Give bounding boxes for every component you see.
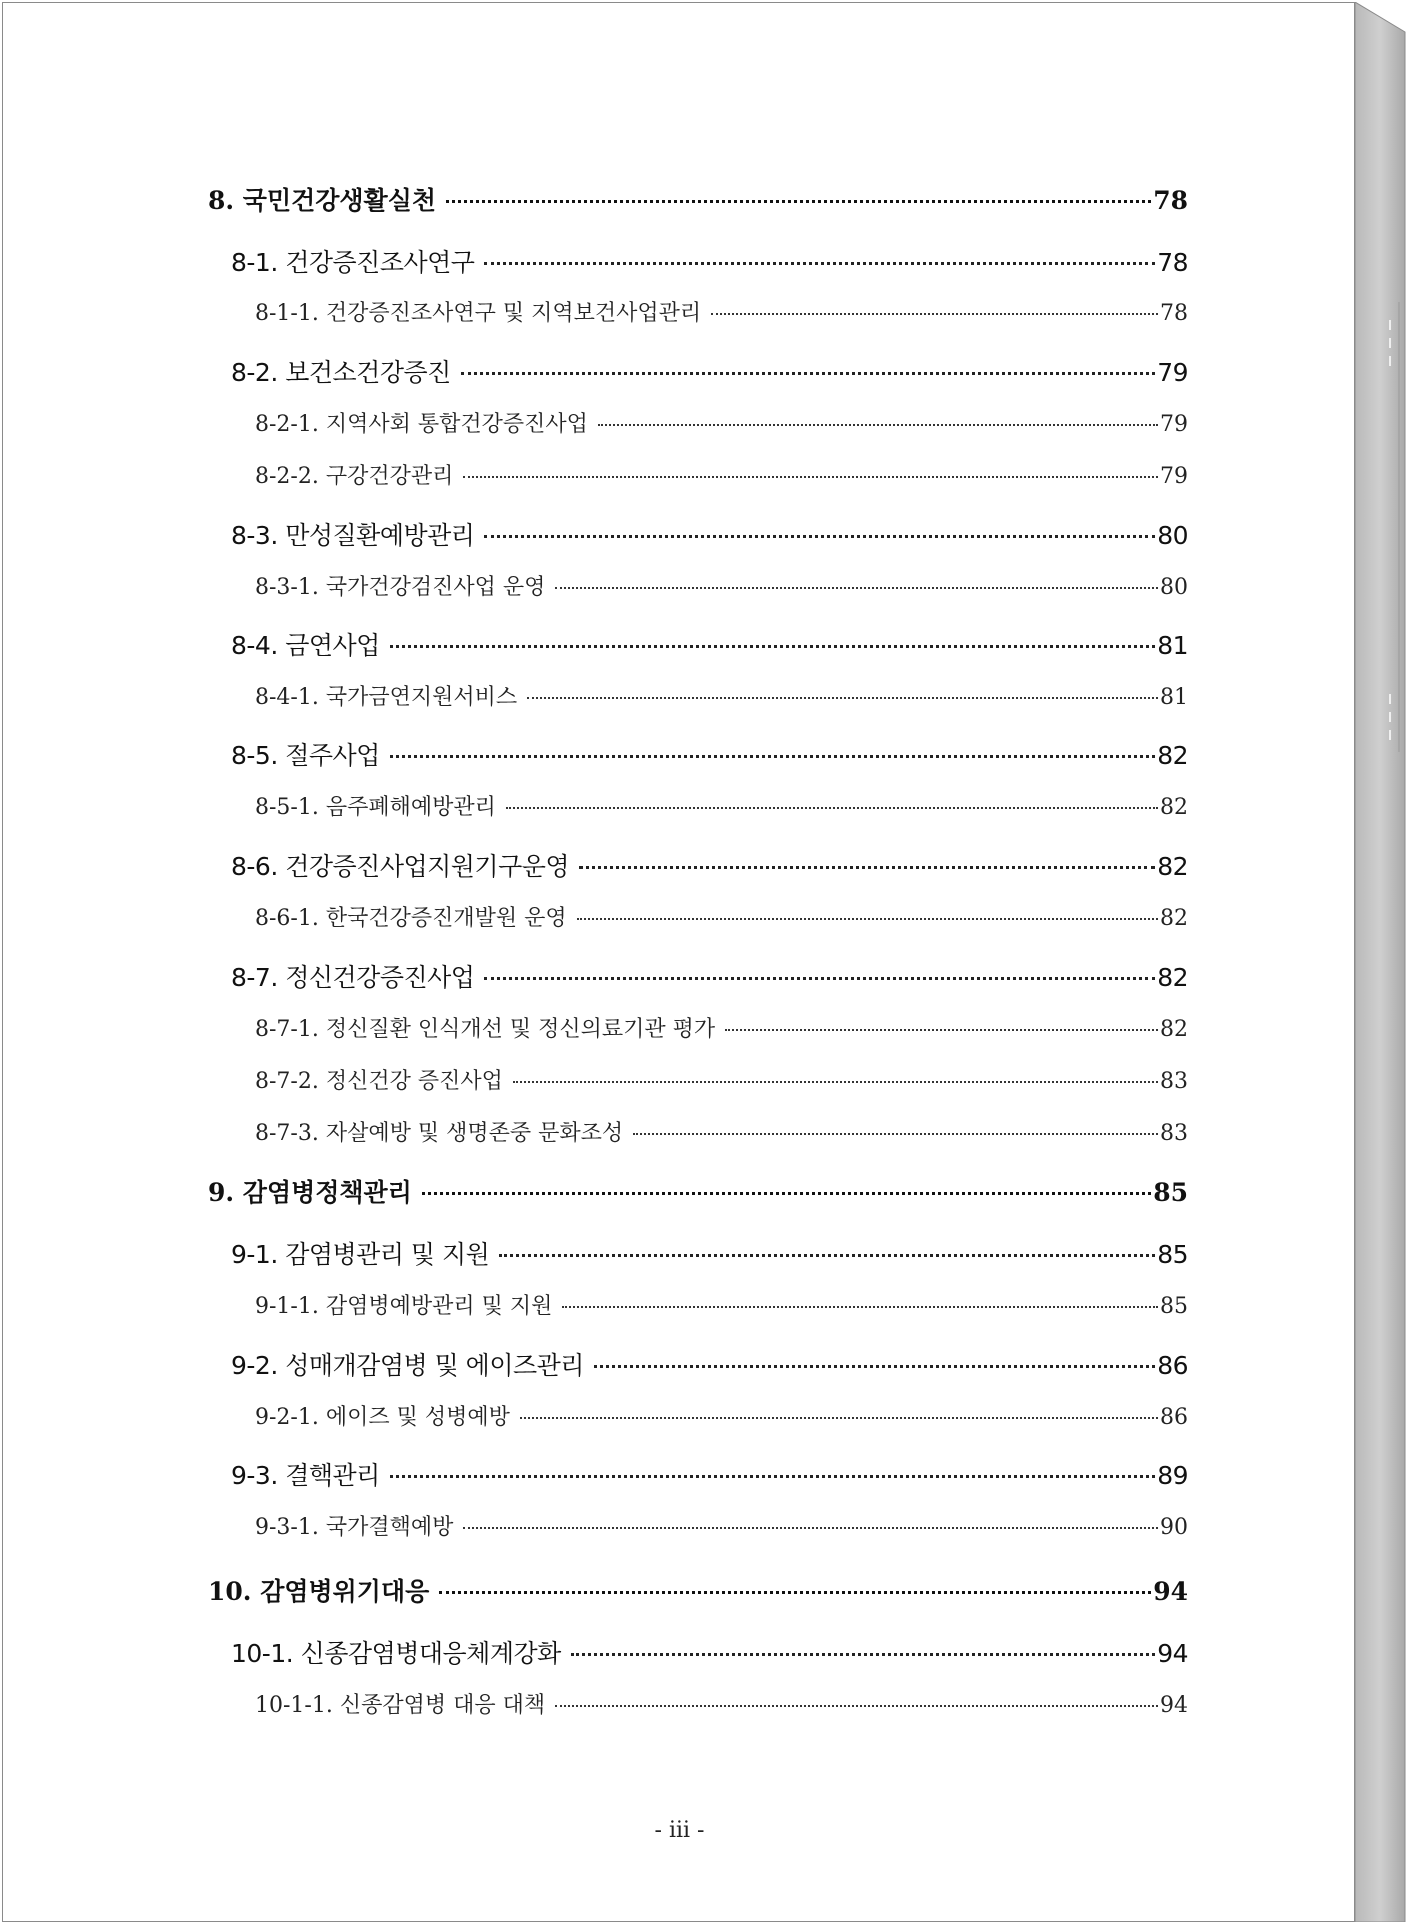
toc-entry-page-number: 78 (1160, 301, 1188, 326)
dot-leader (484, 262, 1155, 265)
toc-entry-level-3 (255, 1510, 1188, 1541)
toc-entry-page-number: 86 (1160, 1405, 1188, 1430)
toc-entry-page-number: 94 (1157, 1639, 1188, 1668)
toc-entry-level-2 (231, 626, 1188, 662)
toc-entry-title: 10. 감염병위기대응 (208, 1577, 430, 1606)
toc-entry-title: 9-3. 결핵관리 (231, 1461, 380, 1490)
toc-entry-page-number: 94 (1153, 1577, 1188, 1606)
toc-entry-level-3 (255, 1012, 1188, 1043)
dot-leader (555, 1705, 1158, 1707)
dot-leader (422, 1192, 1151, 1195)
toc-entry-title: 8-5-1. 음주폐해예방관리 (255, 795, 496, 820)
toc-entry-page-number: 80 (1157, 521, 1188, 550)
dot-leader (555, 587, 1158, 589)
toc-entry-level-2 (231, 736, 1188, 772)
dot-leader (571, 1653, 1155, 1656)
toc-entry-page-number: 82 (1160, 1017, 1188, 1042)
toc-entry-level-3 (255, 296, 1188, 327)
dot-leader (439, 1591, 1151, 1594)
toc-entry-page-number: 81 (1160, 685, 1188, 710)
toc-entry-page-number: 82 (1160, 906, 1188, 931)
toc-entry-level-3 (255, 680, 1188, 711)
toc-entry-page-number: 86 (1157, 1351, 1188, 1380)
toc-entry-page-number: 89 (1157, 1461, 1188, 1490)
toc-entry-page-number: 82 (1157, 741, 1188, 770)
toc-entry-title: 8-5. 절주사업 (231, 741, 380, 770)
toc-entry-page-number: 83 (1160, 1121, 1188, 1146)
toc-entry-level-3 (255, 1064, 1188, 1095)
toc-entry-page-number: 83 (1160, 1069, 1188, 1094)
toc-entry-title: 8-2-1. 지역사회 통합건강증진사업 (255, 412, 588, 437)
toc-entry-level-2 (231, 847, 1188, 883)
toc-entry-title: 8-4. 금연사업 (231, 631, 380, 660)
toc-entry-level-3 (255, 1116, 1188, 1147)
toc-entry-title: 8-3-1. 국가건강검진사업 운영 (255, 575, 546, 600)
toc-entry-level-3 (255, 901, 1188, 932)
page-edge-decoration (1355, 2, 1409, 1922)
toc-entry-title: 9-3-1. 국가결핵예방 (255, 1515, 454, 1540)
dot-leader (579, 866, 1155, 869)
toc-entry-title: 8-4-1. 국가금연지원서비스 (255, 685, 518, 710)
toc-entry-title: 9-2-1. 에이즈 및 성병예방 (255, 1405, 510, 1430)
toc-entry-level-2 (231, 1456, 1188, 1492)
dot-leader (463, 476, 1158, 478)
dot-leader (506, 807, 1158, 809)
toc-entry-page-number: 94 (1160, 1693, 1188, 1718)
toc-entry-level-2 (231, 1634, 1188, 1670)
toc-entry-level-3 (255, 1289, 1188, 1320)
toc-entry-page-number: 82 (1160, 795, 1188, 820)
page-number: - iii - (654, 1818, 705, 1843)
dot-leader (594, 1365, 1155, 1368)
dot-leader (446, 200, 1151, 203)
toc-entry-page-number: 82 (1157, 852, 1188, 881)
toc-entry-page-number: 79 (1157, 358, 1188, 387)
toc-entry-title: 9-2. 성매개감염병 및 에이즈관리 (231, 1351, 584, 1380)
toc-entry-page-number: 78 (1157, 248, 1188, 277)
dot-leader (484, 977, 1155, 980)
toc-entry-page-number: 79 (1160, 412, 1188, 437)
toc-entry-page-number: 82 (1157, 963, 1188, 992)
toc-entry-title: 8-7-3. 자살예방 및 생명존중 문화조성 (255, 1121, 624, 1146)
dot-leader (520, 1417, 1158, 1419)
dot-leader (390, 755, 1155, 758)
toc-entry-level-3 (255, 1688, 1188, 1719)
dot-leader (527, 697, 1158, 699)
toc-entry-title: 8-1. 건강증진조사연구 (231, 248, 475, 277)
toc-entry-level-3 (255, 407, 1188, 438)
toc-entry-title: 9. 감염병정책관리 (208, 1178, 412, 1207)
dot-leader (577, 918, 1158, 920)
toc-entry-title: 8-3. 만성질환예방관리 (231, 521, 475, 550)
dot-leader (390, 1475, 1155, 1478)
toc-entry-page-number: 85 (1153, 1178, 1188, 1207)
dot-leader (562, 1306, 1158, 1308)
dot-leader (390, 645, 1155, 648)
toc-entry-title: 9-1. 감염병관리 및 지원 (231, 1240, 490, 1269)
table-of-contents (3, 3, 1356, 1923)
toc-entry-title: 8-6. 건강증진사업지원기구운영 (231, 852, 570, 881)
toc-entry-level-1 (208, 181, 1188, 217)
toc-entry-title: 9-1-1. 감염병예방관리 및 지원 (255, 1294, 553, 1319)
toc-entry-level-3 (255, 459, 1188, 490)
toc-entry-page-number: 85 (1157, 1240, 1188, 1269)
toc-entry-page-number: 81 (1157, 631, 1188, 660)
dot-leader (513, 1081, 1158, 1083)
toc-entry-title: 8-7-2. 정신건강 증진사업 (255, 1069, 503, 1094)
toc-entry-page-number: 90 (1160, 1515, 1188, 1540)
toc-entry-title: 8. 국민건강생활실천 (208, 186, 437, 215)
dot-leader (499, 1254, 1155, 1257)
toc-entry-level-2 (231, 958, 1188, 994)
toc-entry-level-2 (231, 353, 1188, 389)
toc-entry-level-2 (231, 243, 1188, 279)
document-page (2, 2, 1355, 1922)
toc-entry-title: 8-2. 보건소건강증진 (231, 358, 451, 387)
dot-leader (461, 372, 1155, 375)
toc-entry-level-1 (208, 1572, 1188, 1608)
dot-leader (711, 313, 1158, 315)
dot-leader (598, 424, 1158, 426)
toc-entry-level-3 (255, 1400, 1188, 1431)
dot-leader (725, 1029, 1158, 1031)
toc-entry-page-number: 85 (1160, 1294, 1188, 1319)
toc-entry-page-number: 79 (1160, 464, 1188, 489)
toc-entry-level-2 (231, 1235, 1188, 1271)
toc-entry-level-3 (255, 790, 1188, 821)
dot-leader (633, 1133, 1158, 1135)
dot-leader (484, 535, 1155, 538)
toc-entry-title: 8-6-1. 한국건강증진개발원 운영 (255, 906, 567, 931)
toc-entry-title: 10-1-1. 신종감염병 대응 대책 (255, 1693, 546, 1718)
toc-entry-level-2 (231, 1346, 1188, 1382)
toc-entry-page-number: 80 (1160, 575, 1188, 600)
toc-entry-level-3 (255, 570, 1188, 601)
toc-entry-title: 8-7-1. 정신질환 인식개선 및 정신의료기관 평가 (255, 1017, 716, 1042)
toc-entry-title: 8-7. 정신건강증진사업 (231, 963, 475, 992)
toc-entry-title: 10-1. 신종감염병대응체계강화 (231, 1639, 561, 1668)
toc-entry-level-1 (208, 1173, 1188, 1209)
dot-leader (463, 1527, 1158, 1529)
toc-entry-level-2 (231, 516, 1188, 552)
toc-entry-title: 8-1-1. 건강증진조사연구 및 지역보건사업관리 (255, 301, 702, 326)
toc-entry-title: 8-2-2. 구강건강관리 (255, 464, 454, 489)
toc-entry-page-number: 78 (1153, 186, 1188, 215)
